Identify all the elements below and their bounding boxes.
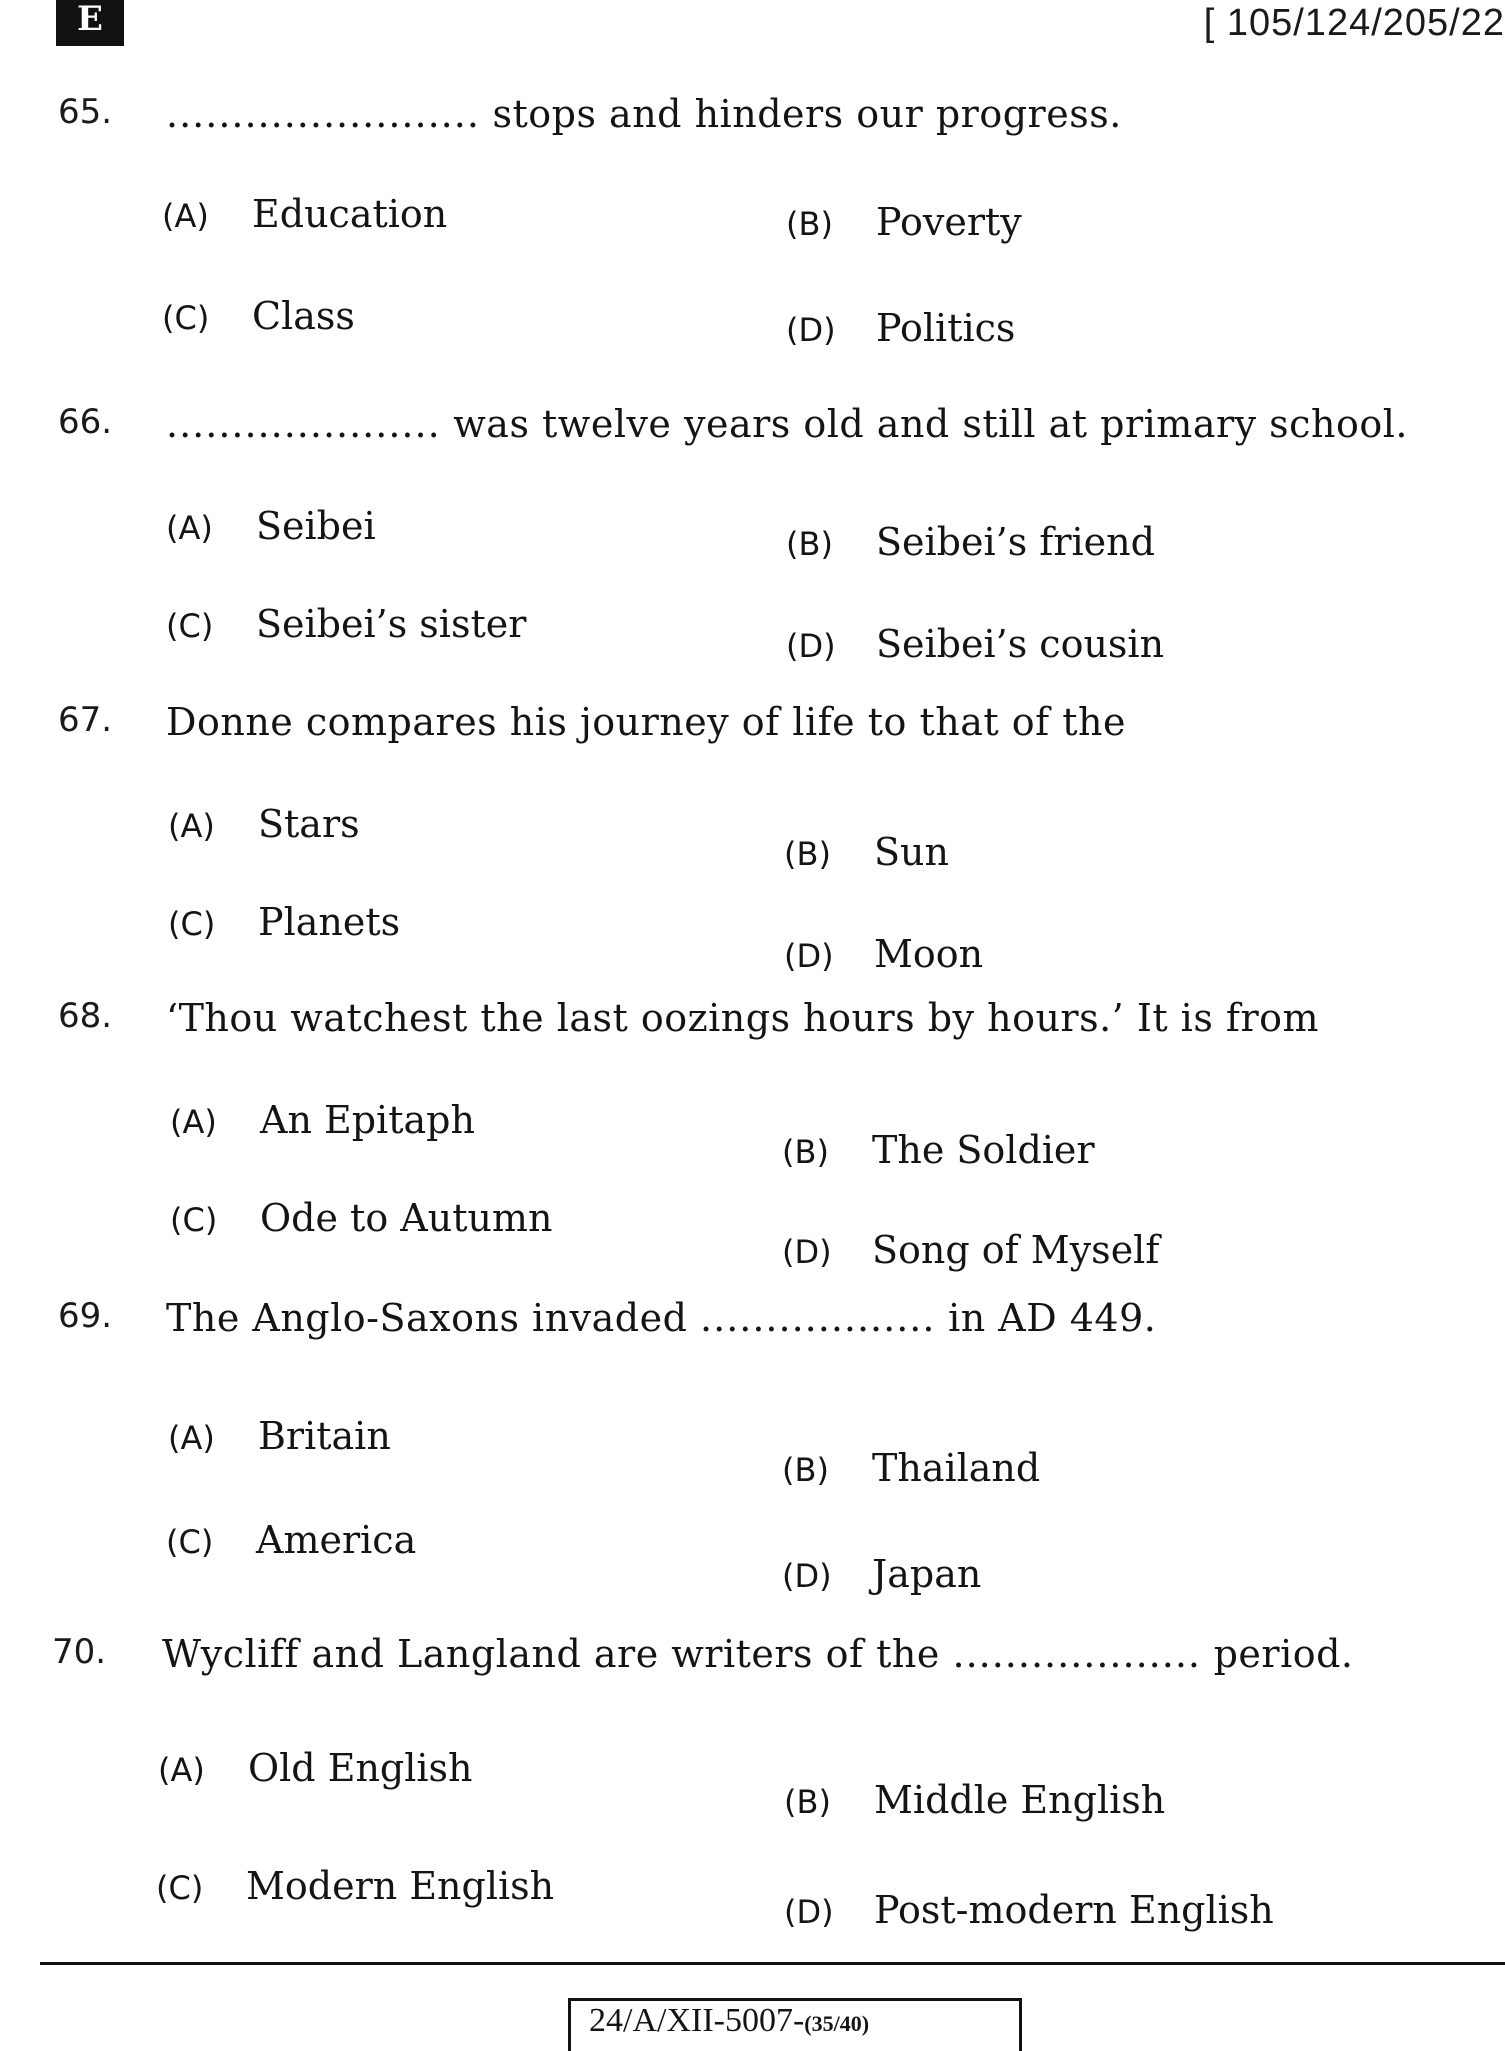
option-letter: (B) (782, 1451, 829, 1489)
option-text: Old English (248, 1746, 473, 1790)
option-letter: (D) (784, 1893, 834, 1931)
option-text: Japan (872, 1552, 982, 1596)
option-text: Planets (258, 900, 401, 944)
option-letter: (D) (786, 311, 836, 349)
option-letter: (B) (784, 1783, 831, 1821)
option-d[interactable] (786, 306, 1015, 350)
option-letter: (D) (784, 937, 834, 975)
question-text (166, 1296, 1156, 1340)
option-b[interactable] (784, 1778, 1165, 1822)
option-letter: (A) (158, 1751, 205, 1789)
option-letter: (B) (782, 1133, 829, 1171)
option-text: The Soldier (872, 1128, 1095, 1172)
question-68 (0, 996, 1505, 1306)
question-number: 66. (58, 402, 113, 442)
question-stem: stops and hinders our progress. (492, 92, 1122, 136)
option-d[interactable] (782, 1228, 1159, 1272)
option-letter: (A) (162, 197, 209, 235)
question-number: 67. (58, 700, 113, 740)
question-number: 65. (58, 92, 113, 132)
option-text: Sun (874, 830, 949, 874)
option-a[interactable] (158, 1746, 473, 1790)
question-text (166, 700, 1126, 744)
option-text: Stars (258, 802, 360, 846)
option-c[interactable] (166, 1518, 416, 1562)
option-a[interactable] (168, 802, 360, 846)
option-letter: (C) (166, 1523, 214, 1561)
option-c[interactable] (166, 602, 526, 646)
footer-rule (40, 1962, 1505, 1965)
paper-code: [ 105/124/205/22 (1203, 2, 1505, 44)
question-number: 68. (58, 996, 113, 1036)
option-letter: (A) (170, 1103, 217, 1141)
option-text: Seibei’s cousin (876, 622, 1165, 666)
option-letter: (A) (168, 1419, 215, 1457)
question-number: 70. (52, 1632, 107, 1672)
option-letter: (C) (156, 1869, 204, 1907)
option-text: Seibei’s sister (256, 602, 527, 646)
question-stem-end: period. (1213, 1632, 1354, 1676)
question-stem: was twelve years old and still at primary school. (453, 402, 1408, 446)
question-stem-end: in AD 449. (948, 1296, 1157, 1340)
question-69 (0, 1296, 1505, 1606)
option-text: Politics (876, 306, 1016, 350)
option-d[interactable] (784, 932, 983, 976)
option-text: Seibei (256, 504, 376, 548)
answer-blank: ........................ (166, 92, 480, 136)
question-stem: Donne compares his journey of life to that of the (166, 700, 1126, 744)
question-67 (0, 700, 1505, 1010)
question-stem: ‘Thou watchest the last oozings hours by hours.’ It is from (166, 996, 1320, 1040)
footer-code-box (568, 1998, 1022, 2051)
footer-code-small: (35/40) (804, 2011, 870, 2036)
option-text: Britain (258, 1414, 391, 1458)
option-b[interactable] (784, 830, 949, 874)
option-a[interactable] (166, 504, 376, 548)
option-letter: (B) (786, 205, 833, 243)
question-65 (0, 92, 1505, 402)
question-text (162, 1632, 1354, 1676)
question-text (166, 92, 1122, 136)
option-letter: (C) (162, 299, 210, 337)
option-c[interactable] (156, 1864, 554, 1908)
option-text: Song of Myself (872, 1228, 1160, 1272)
option-d[interactable] (782, 1552, 981, 1596)
option-text: Seibei’s friend (876, 520, 1155, 564)
option-letter: (B) (786, 525, 833, 563)
option-letter: (C) (170, 1201, 218, 1239)
option-text: Modern English (246, 1864, 555, 1908)
option-text: Middle English (874, 1778, 1166, 1822)
option-text: Ode to Autumn (260, 1196, 553, 1240)
option-letter: (A) (166, 509, 213, 547)
option-text: Poverty (876, 200, 1022, 244)
option-text: America (256, 1518, 417, 1562)
option-b[interactable] (786, 520, 1155, 564)
question-66 (0, 402, 1505, 712)
option-letter: (A) (168, 807, 215, 845)
question-number: 69. (58, 1296, 113, 1336)
option-text: Thailand (872, 1446, 1041, 1490)
option-letter: (D) (782, 1557, 832, 1595)
option-b[interactable] (786, 200, 1022, 244)
option-a[interactable] (162, 192, 447, 236)
option-text: Education (252, 192, 448, 236)
footer-code: 24/A/XII-5007- (589, 2002, 805, 2039)
option-c[interactable] (162, 294, 355, 338)
option-a[interactable] (168, 1414, 391, 1458)
option-a[interactable] (170, 1098, 475, 1142)
question-text (166, 402, 1408, 446)
question-stem: Wycliff and Langland are writers of the (162, 1632, 940, 1676)
option-letter: (C) (166, 607, 214, 645)
series-badge: E (56, 0, 124, 46)
option-c[interactable] (168, 900, 400, 944)
option-d[interactable] (784, 1888, 1274, 1932)
option-b[interactable] (782, 1128, 1095, 1172)
question-text (166, 996, 1319, 1040)
answer-blank: ..................... (166, 402, 441, 446)
question-stem: The Anglo-Saxons invaded (166, 1296, 688, 1340)
option-text: Class (252, 294, 355, 338)
option-letter: (D) (782, 1233, 832, 1271)
option-text: An Epitaph (260, 1098, 475, 1142)
answer-blank: ................... (952, 1632, 1201, 1676)
option-text: Post-modern English (874, 1888, 1274, 1932)
option-text: Moon (874, 932, 984, 976)
option-letter: (B) (784, 835, 831, 873)
option-d[interactable] (786, 622, 1164, 666)
option-c[interactable] (170, 1196, 552, 1240)
option-letter: (D) (786, 627, 836, 665)
question-70 (0, 1632, 1505, 1942)
option-letter: (C) (168, 905, 216, 943)
answer-blank: .................. (700, 1296, 936, 1340)
option-b[interactable] (782, 1446, 1040, 1490)
